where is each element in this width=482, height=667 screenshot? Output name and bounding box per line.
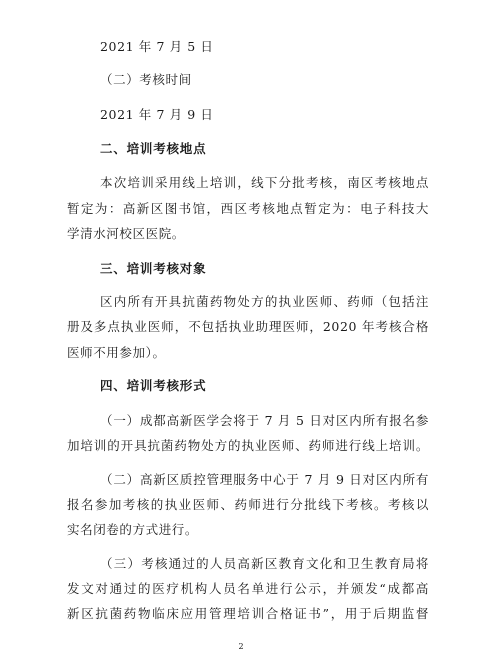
heading-form: 四、培训考核形式	[100, 378, 207, 393]
heading-target: 三、培训考核对象	[100, 261, 207, 276]
paragraph-target-line-2: 册及多点执业医师，不包括执业助理医师，2020 年考核合格	[67, 319, 429, 334]
paragraph-form1-line-2: 加培训的开具抗菌药物处方的执业医师、药师进行线上培训。	[67, 438, 429, 453]
date-line-1: 2021 年 7 月 5 日	[100, 39, 214, 54]
paragraph-form3-line-1: （三）考核通过的人员高新区教育文化和卫生教育局将	[100, 556, 429, 571]
paragraph-form2-line-2: 报名参加考核的执业医师、药师进行分批线下考核。考核以	[67, 497, 429, 512]
subheading-assessment-time: （二）考核时间	[100, 72, 192, 87]
paragraph-form1-line-1: （一）成都高新医学会将于 7 月 5 日对区内所有报名参	[100, 413, 429, 428]
paragraph-form3-line-3: 新区抗菌药物临床应用管理培训合格证书”，用于后期监督	[67, 606, 429, 621]
paragraph-target-line-3: 医师不用参加）。	[67, 345, 166, 360]
paragraph-location-line-1: 本次培训采用线上培训，线下分批考核，南区考核地点	[100, 175, 429, 190]
page-number: 2	[238, 642, 244, 651]
paragraph-form2-line-3: 实名闭卷的方式进行。	[67, 522, 199, 537]
paragraph-location-line-2: 暂定为：高新区图书馆，西区考核地点暂定为：电子科技大	[67, 201, 429, 216]
paragraph-target-line-1: 区内所有开具抗菌药物处方的执业医师、药师（包括注	[100, 294, 429, 309]
date-line-2: 2021 年 7 月 9 日	[100, 107, 214, 122]
paragraph-form3-line-2: 发文对通过的医疗机构人员名单进行公示，并颁发“成都高	[67, 581, 429, 596]
paragraph-location-line-3: 学清水河校区医院。	[67, 226, 185, 241]
paragraph-form2-line-1: （二）高新区质控管理服务中心于 7 月 9 日对区内所有	[100, 472, 429, 487]
heading-location: 二、培训考核地点	[100, 141, 207, 156]
